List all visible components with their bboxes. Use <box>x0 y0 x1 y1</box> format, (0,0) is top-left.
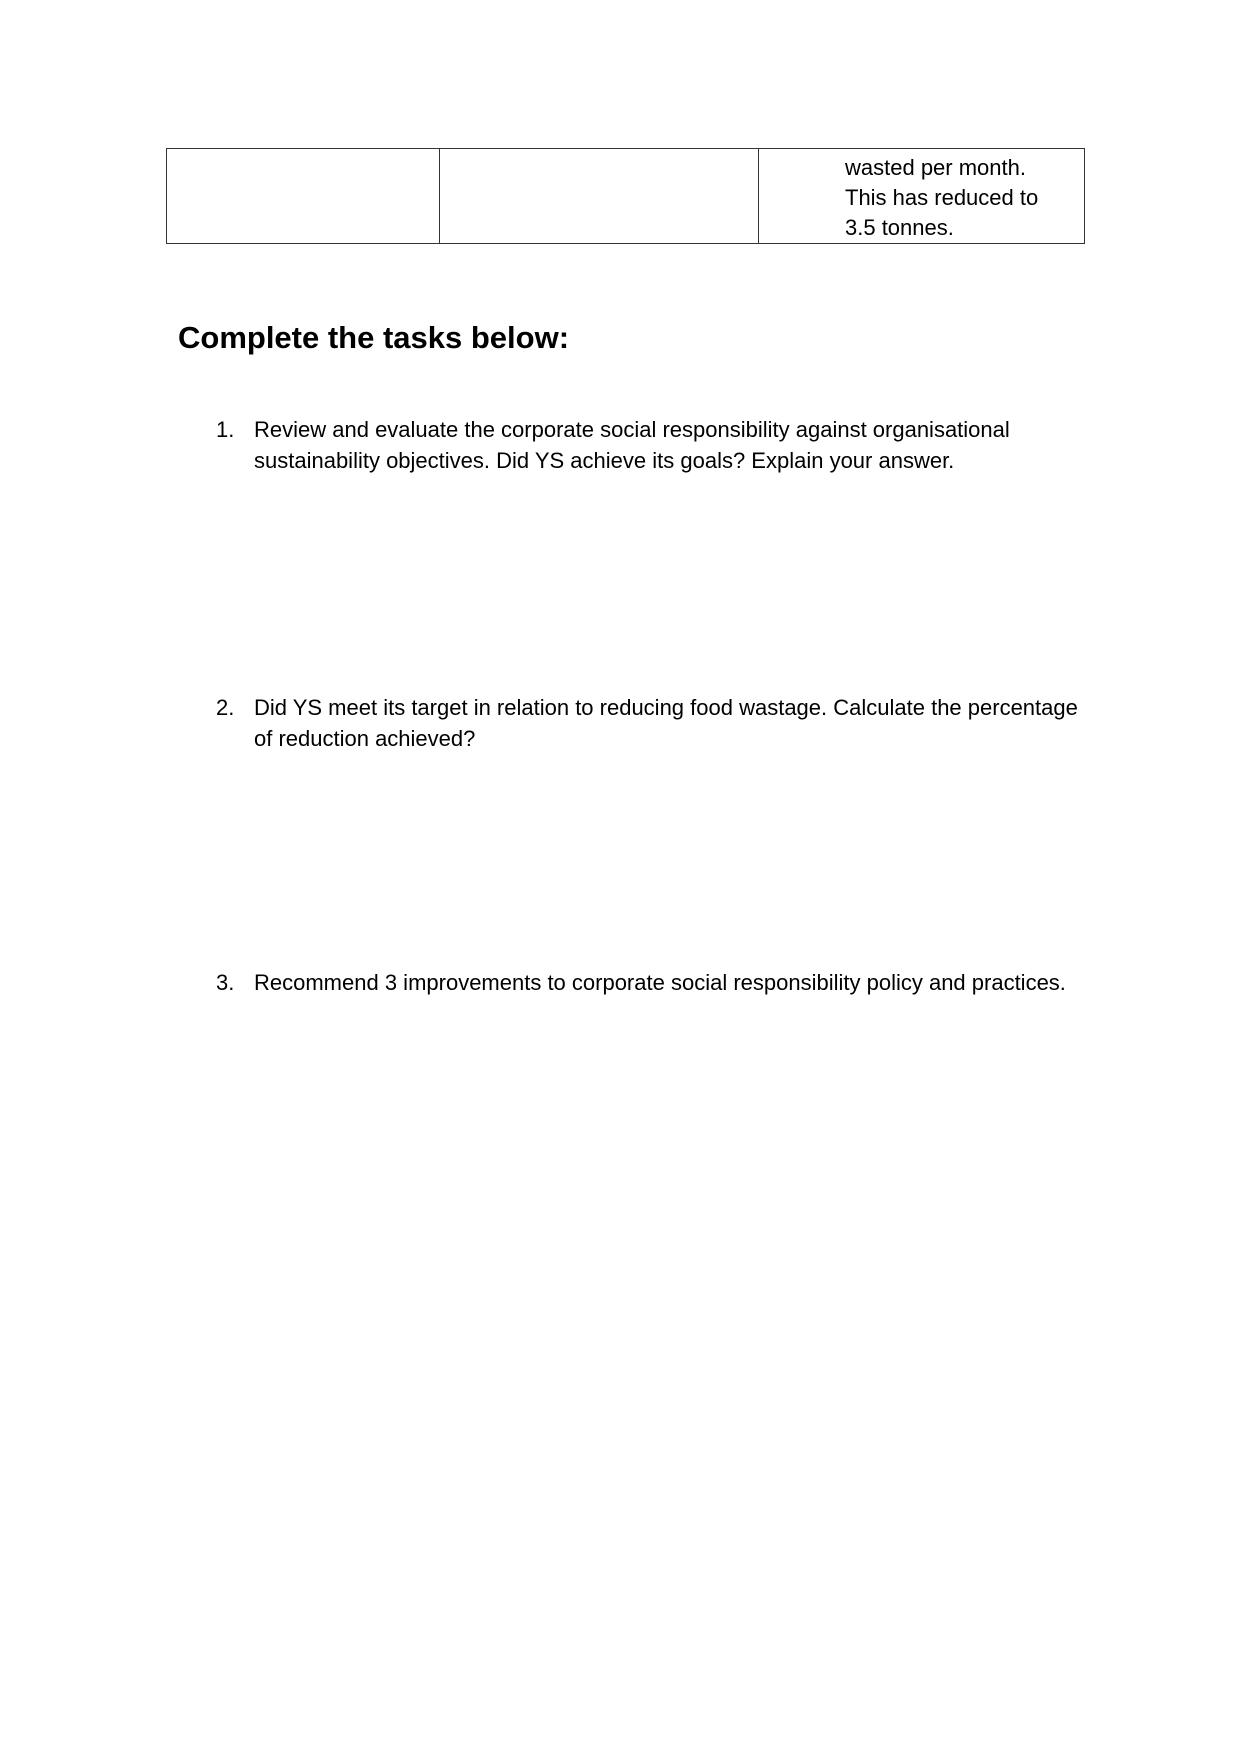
task-item-2 <box>216 692 1096 754</box>
task-number-2: 2. <box>216 695 235 720</box>
section-heading: Complete the tasks below: <box>178 320 570 355</box>
table-cell-empty-1 <box>167 149 440 244</box>
task-item-3 <box>216 967 1096 998</box>
task-number-1: 1. <box>216 417 235 442</box>
task-text-1: Review and evaluate the corporate social responsibility against organisational sustainability objectives. Did YS achieve its goals? Explain your answer. <box>254 417 1010 473</box>
task-text-3: Recommend 3 improvements to corporate social responsibility policy and practices. <box>254 970 1066 995</box>
continuation-table <box>166 148 1085 244</box>
cell-line-3: 3.5 tonnes. <box>845 215 954 240</box>
task-item-1 <box>216 414 1096 476</box>
cell-paragraph <box>845 153 1084 243</box>
table-cell-text <box>759 149 1085 244</box>
table-cell-empty-2 <box>440 149 759 244</box>
task-text-2: Did YS meet its target in relation to reducing food wastage. Calculate the percentage of reduction achieved? <box>254 695 1078 751</box>
task-number-3: 3. <box>216 970 235 995</box>
cell-line-2: This has reduced to <box>845 185 1039 210</box>
cell-line-1: wasted per month. <box>845 155 1026 180</box>
table-row <box>167 149 1085 244</box>
